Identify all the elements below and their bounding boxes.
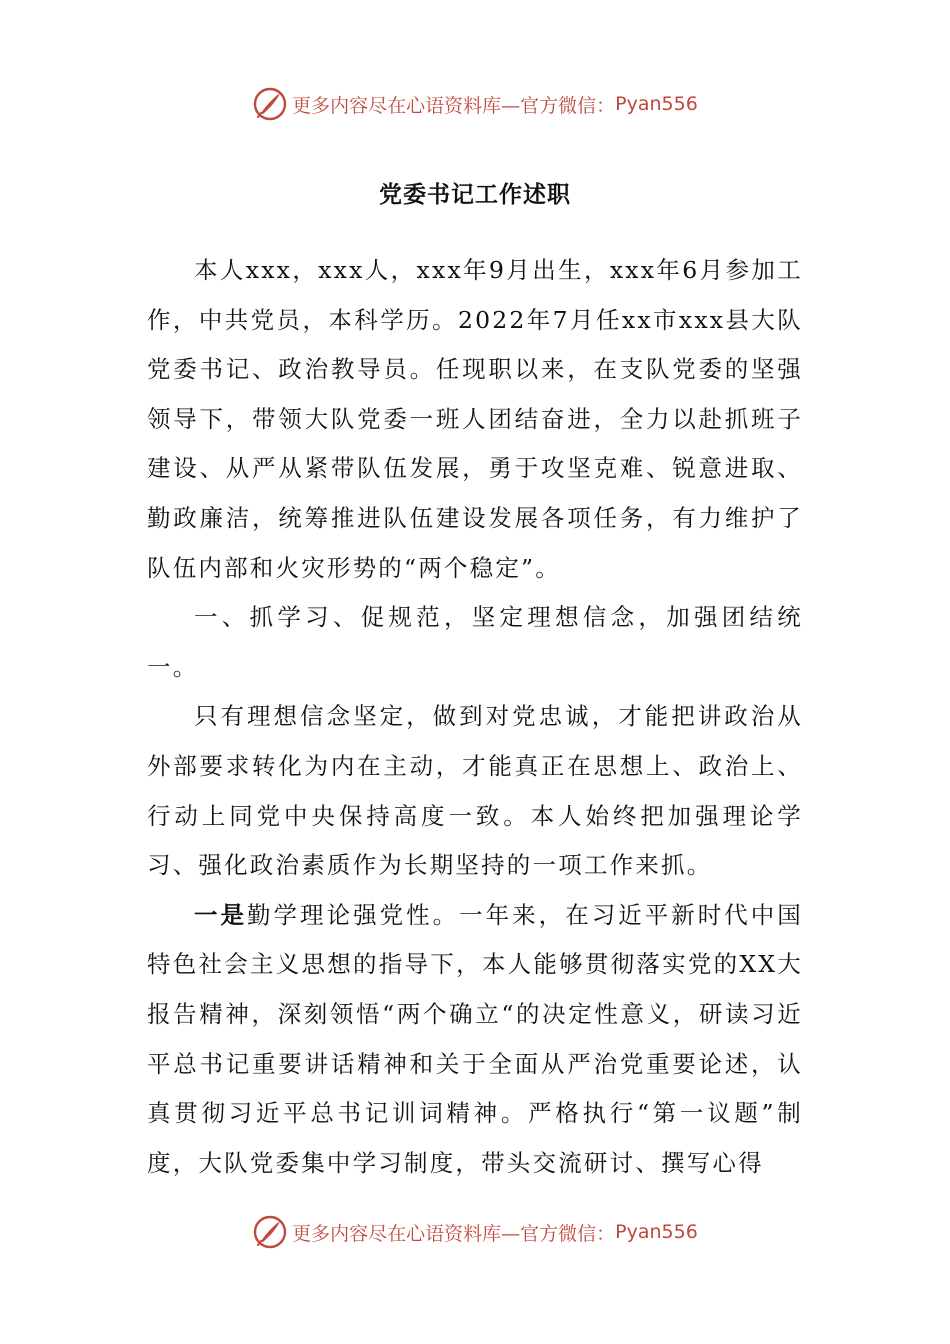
paragraph-text: 只有理想信念坚定，做到对党忠诚，才能把讲政治从外部要求转化为内在主动，才能真正在思想上、政治上、行动上同党中央保持高度一致。本人始终把加强理论学习、强化政治素质作为长期坚持的一项工作来抓。 <box>147 702 803 880</box>
watermark-text: 更多内容尽在心语资料库—官方微信： <box>292 1222 616 1245</box>
paragraph <box>147 891 803 1189</box>
watermark-wechat-id: Pyan556 <box>615 1221 698 1243</box>
watermark-header <box>0 84 950 124</box>
watermark-footer <box>0 1212 950 1252</box>
paragraph-text: 勤学理论强党性。一年来，在习近平新时代中国特色社会主义思想的指导下，本人能够贯彻落实党的XX大报告精神，深刻领悟“两个确立“的决定性意义，研读习近平总书记重要讲话精神和关于全面从严治党重要论述，认真贯彻习近平总书记训词精神。严格执行“第一议题”制度，大队党委集中学习制度，带头交流研讨、撰写心得 <box>147 900 803 1177</box>
quill-logo-icon <box>252 1214 288 1250</box>
watermark-text: 更多内容尽在心语资料库—官方微信： <box>292 94 616 117</box>
document-title: 党委书记工作述职 <box>379 181 571 208</box>
document-body <box>147 246 803 1188</box>
paragraph-lead: 一是 <box>194 900 248 929</box>
paragraph-text: 本人xxx，xxx人，xxx年9月出生，xxx年6月参加工作，中共党员，本科学历。2022年7月任xx市xxx县大队党委书记、政治教导员。任现职以来，在支队党委的坚强领导下，带领大队党委一班人团结奋进，全力以赴抓班子建设、从严从紧带队伍发展，勇于攻坚克难、锐意进取、勤政廉洁，统筹推进队伍建设发展各项任务，有力维护了队伍内部和火灾形势的“两个稳定”。 <box>147 256 803 582</box>
paragraph <box>147 692 803 890</box>
quill-logo-icon <box>252 86 288 122</box>
watermark-wechat-id: Pyan556 <box>615 93 698 115</box>
paragraph <box>147 246 803 593</box>
paragraph-text: 一、抓学习、促规范，坚定理想信念，加强团结统一。 <box>147 603 803 681</box>
section-heading <box>147 593 803 692</box>
